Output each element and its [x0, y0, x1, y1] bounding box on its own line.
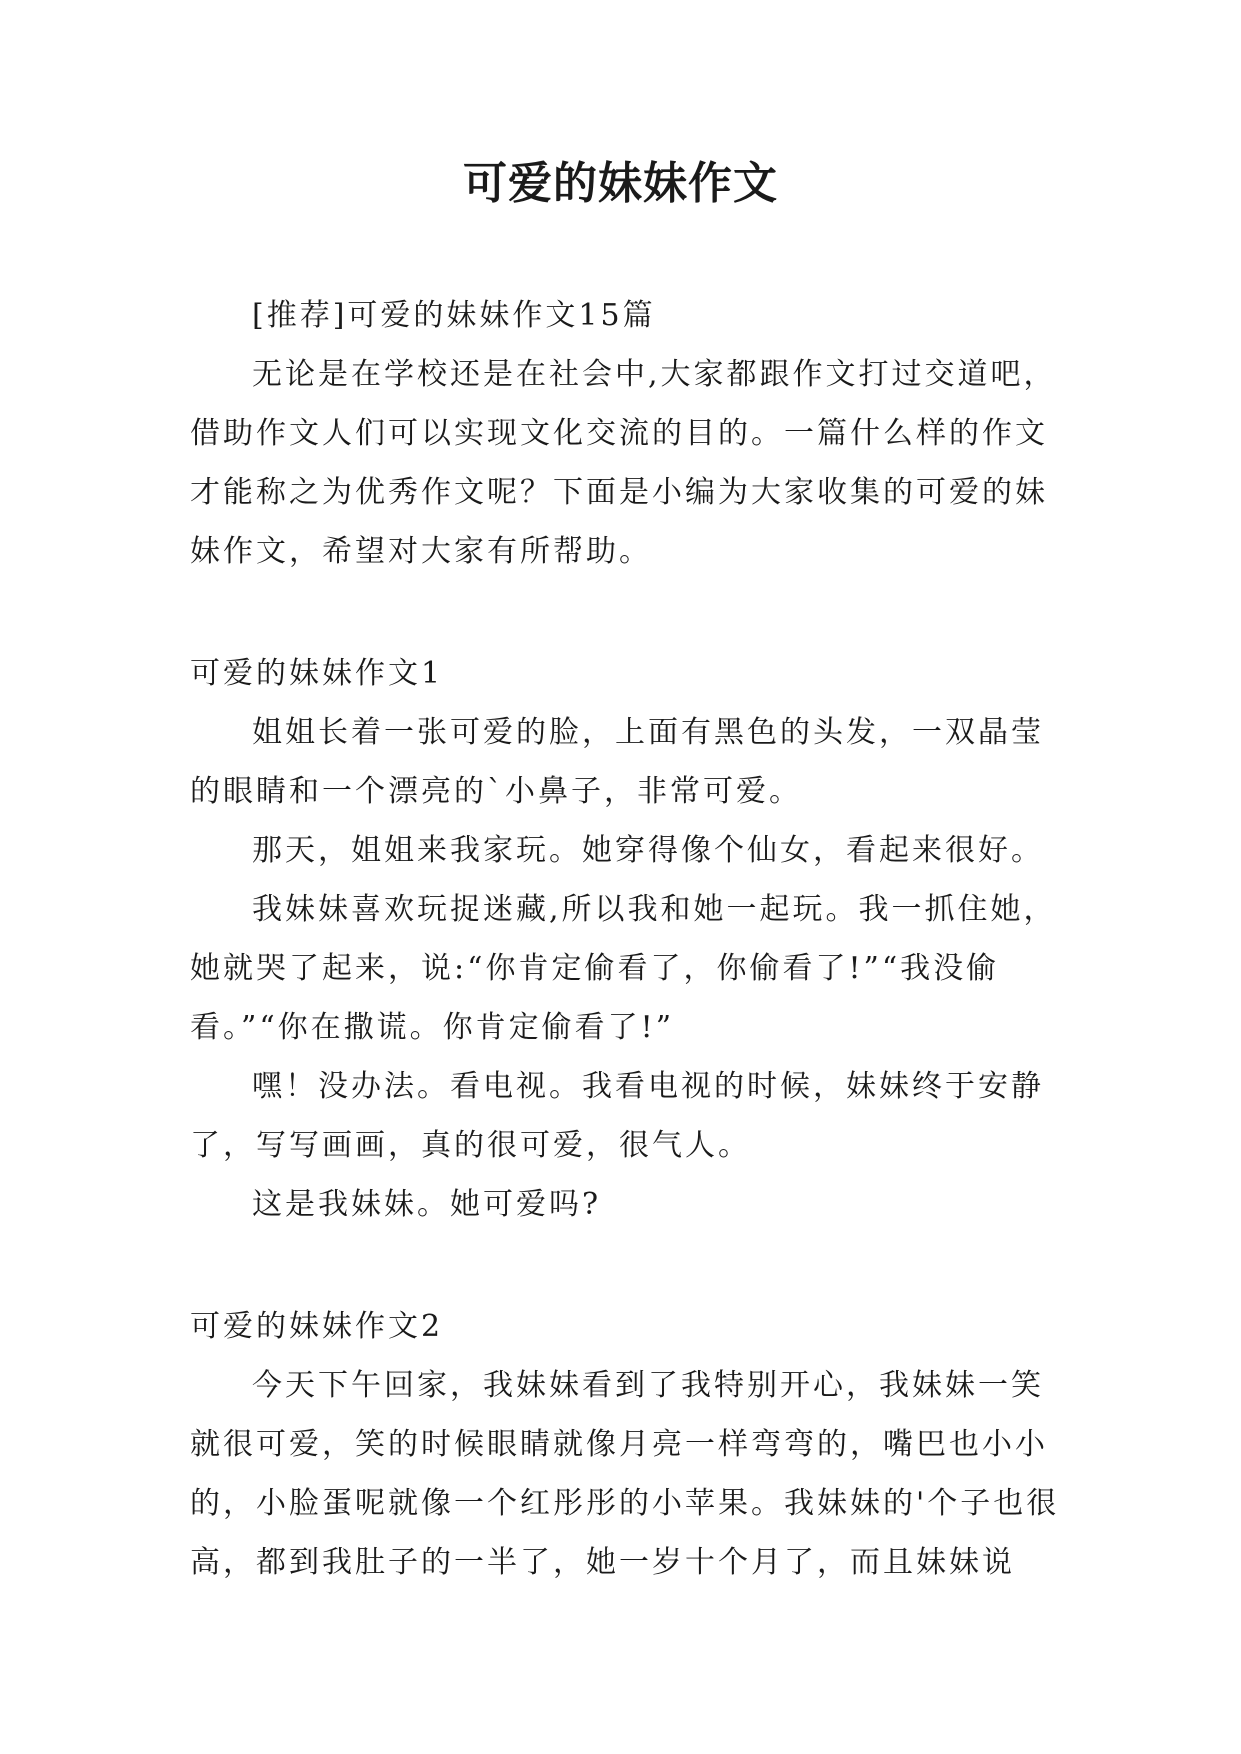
page-title: 可爱的妹妹作文	[463, 158, 778, 209]
essay-1-paragraph: 嘿！没办法。看电视。我看电视的时候，妹妹终于安静了，写写画画，真的很可爱，很气人。	[190, 1069, 1044, 1163]
essay-1-paragraph: 我妹妹喜欢玩捉迷藏,所以我和她一起玩。我一抓住她，她就哭了起来，说:“你肯定偷看了，你偷看了!”“我没偷看。”“你在撒谎。你肯定偷看了!”	[190, 892, 1057, 1045]
intro-paragraph: 无论是在学校还是在社会中,大家都跟作文打过交道吧，借助作文人们可以实现文化交流的目的。一篇什么样的作文才能称之为优秀作文呢？下面是小编为大家收集的可爱的妹妹作文，希望对大家有所帮助。	[190, 357, 1057, 569]
essay-1-heading: 可爱的妹妹作文1	[190, 656, 444, 691]
essay-1-paragraph: 姐姐长着一张可爱的脸，上面有黑色的头发，一双晶莹的眼睛和一个漂亮的`小鼻子，非常可爱。	[190, 715, 1044, 809]
section-gap	[190, 581, 1060, 644]
section-gap	[190, 1234, 1060, 1297]
essay-1-paragraph: 这是我妹妹。她可爱吗?	[252, 1187, 602, 1222]
document-body	[190, 286, 1060, 1592]
essay-2-heading: 可爱的妹妹作文2	[190, 1309, 444, 1344]
subtitle: [推荐]可爱的妹妹作文15篇	[252, 298, 656, 333]
essay-1-paragraph: 那天，姐姐来我家玩。她穿得像个仙女，看起来很好。	[252, 833, 1044, 868]
essay-2-paragraph: 今天下午回家，我妹妹看到了我特别开心，我妹妹一笑就很可爱，笑的时候眼睛就像月亮一样弯弯的，嘴巴也小小的，小脸蛋呢就像一个红彤彤的小苹果。我妹妹的'个子也很高，都到我肚子的一半了，她一岁十个月了，而且妹妹说	[190, 1368, 1060, 1580]
